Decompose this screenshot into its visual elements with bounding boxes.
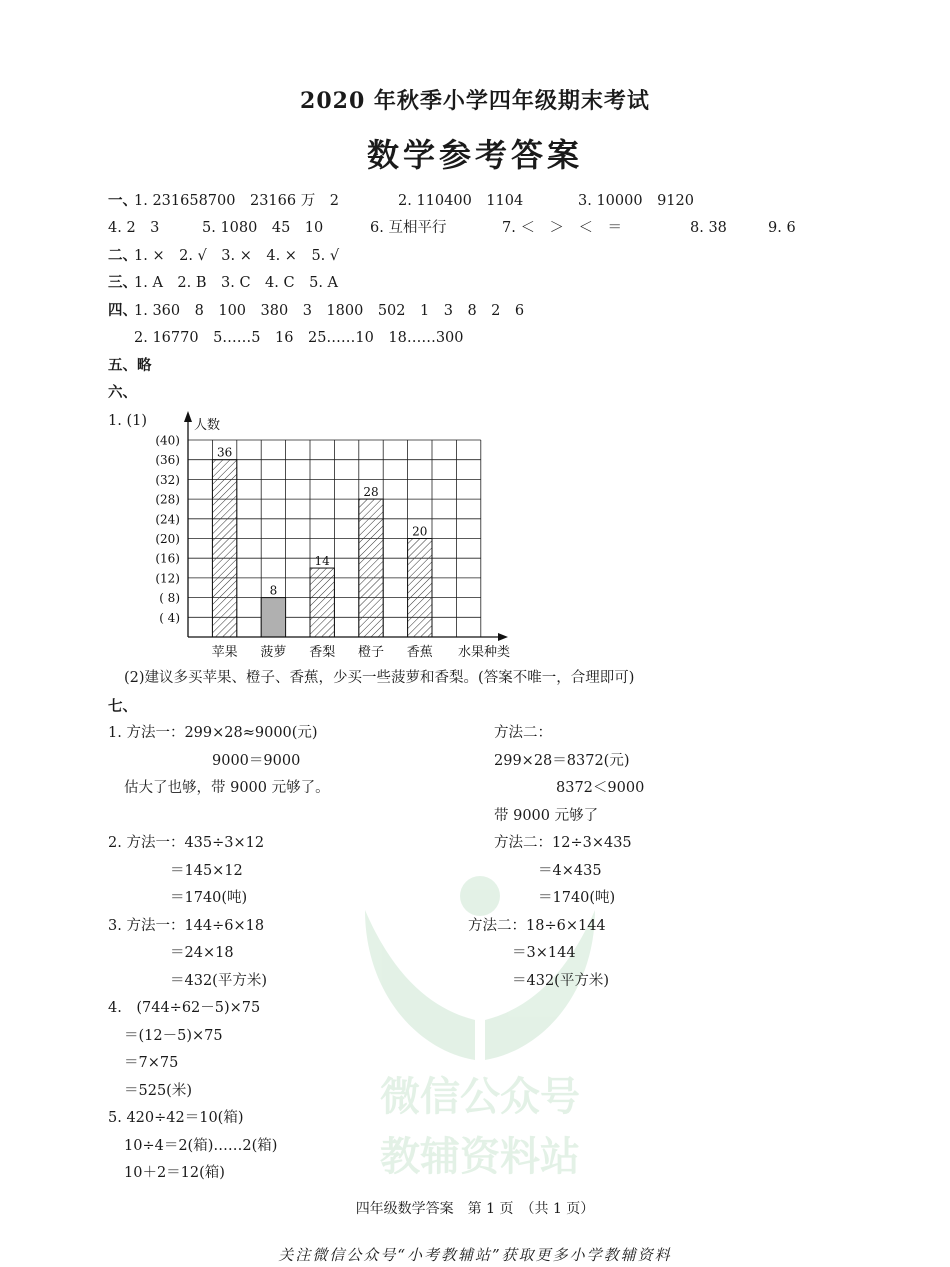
bar-value-label: 28 [363,485,379,500]
chart-labels [155,434,432,661]
bar-菠萝 [261,598,285,637]
p4-l2: ＝(12－5)×75 [124,1028,223,1044]
s1-q6: 6. 互相平行 [370,220,447,236]
p2-m2-l2: ＝4×435 [538,863,602,879]
p2-m1-l1: 2. 方法一：435÷3×12 [108,835,265,851]
bar-苹果 [212,460,236,637]
x-tick-label: 香蕉 [406,645,433,660]
section2-label: 二、 [108,247,137,264]
section5-label: 五、略 [108,357,152,374]
s1-q5: 5. 1080 45 10 [202,220,324,236]
x-tick-label: 橙子 [357,645,385,660]
bar-香蕉 [408,539,432,638]
section7-label: 七、 [108,698,137,715]
p1-m2-l1: 方法二： [494,725,552,741]
p2-m1-l3: ＝1740(吨) [170,890,248,906]
y-tick-label: ( 4) [159,610,180,625]
section6-label: 六、 [108,384,137,401]
watermark-dot [460,876,500,916]
y-tick-label: ( 8) [159,591,180,606]
section3-label: 三、 [108,274,137,291]
chart-bars [212,460,432,637]
y-tick-label: (36) [155,453,180,468]
bar-value-label: 14 [314,554,330,569]
s2-answers: 1. × 2. √ 3. × 4. × 5. √ [134,248,340,264]
p3-m2-l1: 方法二：18÷6×144 [468,918,606,934]
p1-m2-l3: 8372＜9000 [556,780,645,796]
section1-label: 一、 [108,192,137,209]
p2-m1-l2: ＝145×12 [170,863,243,879]
x-tick-label: 菠萝 [260,645,287,660]
p4-l1: 4. (744÷62－5)×75 [108,1000,261,1016]
p3-m1-l3: ＝432(平方米) [170,973,267,989]
x-axis-label: 水果种类 [458,645,511,660]
p1-m2-l2: 299×28＝8372(元) [494,753,630,769]
watermark-line1: 微信公众号 [380,1073,580,1120]
s1-q7: 7. ＜ ＞ ＜ ＝ [502,220,622,236]
s6-q1-label: 1. (1) [108,413,147,429]
x-tick-label: 苹果 [211,645,238,660]
p5-l1: 5. 420÷42＝10(箱) [108,1110,244,1126]
p3-m1-l1: 3. 方法一：144÷6×18 [108,918,265,934]
p1-m1-l3: 估大了也够，带 9000 元够了。 [124,780,330,796]
watermark-line2: 教辅资料站 [380,1133,580,1180]
s4-line2: 2. 16770 5……5 16 25……10 18……300 [134,330,464,346]
y-axis-label: 人数 [194,418,221,433]
p1-m2-l4: 带 9000 元够了 [494,808,599,824]
y-tick-label: (28) [155,492,180,507]
exam-title: 2020 年秋季小学四年级期末考试 [300,88,650,114]
y-tick-label: (24) [155,512,180,527]
p3-m2-l3: ＝432(平方米) [512,973,609,989]
section4-label: 四、 [108,302,137,319]
bar-value-label: 8 [269,583,278,598]
x-axis-arrow [498,633,508,641]
s1-q9: 9. 6 [768,220,796,236]
y-axis-arrow [184,411,192,422]
bar-value-label: 36 [216,445,233,460]
p4-l3: ＝7×75 [124,1055,179,1071]
y-tick-label: (12) [155,571,180,586]
bar-value-label: 20 [412,524,428,539]
y-tick-label: (20) [155,532,180,546]
p3-m1-l2: ＝24×18 [170,945,234,961]
p1-m1-l2: 9000＝9000 [212,753,301,769]
s1-q1: 1. 231658700 23166 万 2 [134,193,339,209]
s3-answers: 1. A 2. B 3. C 4. C 5. A [134,275,339,291]
y-tick-label: (16) [155,551,180,566]
p5-l2: 10÷4＝2(箱)……2(箱) [124,1138,278,1154]
bar-香梨 [310,568,334,637]
y-tick-label: (32) [155,472,180,487]
s1-q4: 4. 2 3 [108,220,160,236]
watermark-leaf-left [365,910,475,1060]
footer-page-number: 四年级数学答案 第 1 页 （共 1 页） [355,1201,595,1217]
s1-q8: 8. 38 [690,220,727,236]
p4-l4: ＝525(米) [124,1083,192,1099]
x-tick-label: 香梨 [309,645,336,660]
y-tick-label: (40) [155,433,180,448]
answer-key-title: 数学参考答案 [366,136,583,174]
s4-line1: 1. 360 8 100 380 3 1800 502 1 3 8 2 6 [134,303,525,319]
p2-m2-l3: ＝1740(吨) [538,890,616,906]
s1-q2: 2. 110400 1104 [398,193,524,209]
footer-promo-text: 关注微信公众号“小考教辅站”获取更多小学教辅资料 [278,1246,672,1264]
fruit-bar-chart [140,408,540,666]
p3-m2-l2: ＝3×144 [512,945,576,961]
p1-m1-l1: 1. 方法一：299×28≈9000(元) [108,725,318,741]
s6-q1-part2: (2)建议多买苹果、橙子、香蕉，少买一些菠萝和香梨。(答案不唯一，合理即可) [124,670,635,686]
p2-m2-l1: 方法二：12÷3×435 [494,835,632,851]
s1-q3: 3. 10000 9120 [578,193,694,209]
bar-橙子 [359,499,383,637]
p5-l3: 10＋2＝12(箱) [124,1165,225,1181]
